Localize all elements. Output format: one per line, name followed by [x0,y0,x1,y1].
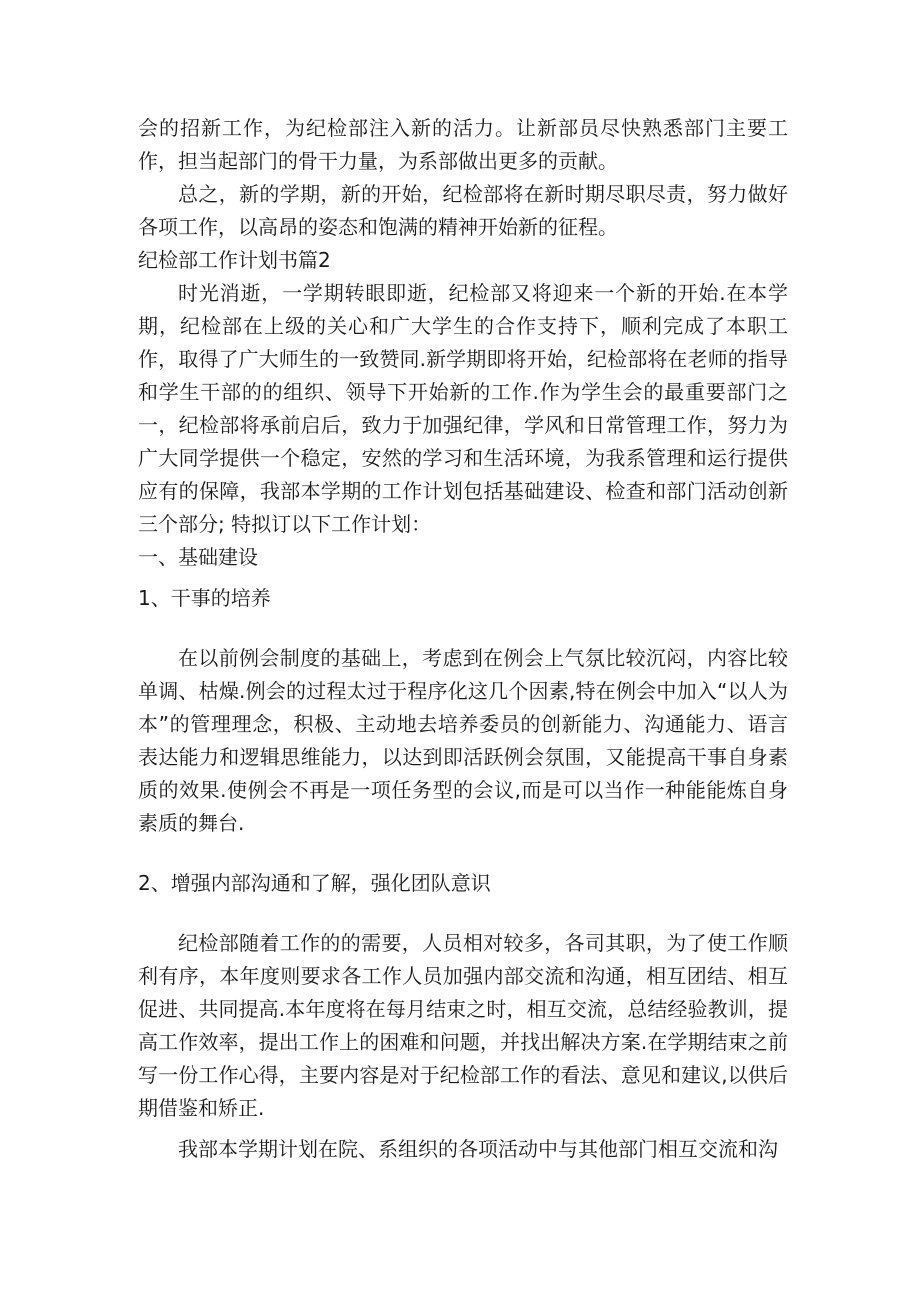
section-title: 纪检部工作计划书篇2 [138,248,331,272]
paragraph-internal-communication: 纪检部随着工作的的需要，人员相对较多，各司其职，为了使工作顺利有序，本年度则要求各工作人员加强内部交流和沟通，相互团结、相互促进、共同提高.本年度将在每月结束之时，相互交流，总结经验教训，提高工作效率，提出工作上的困难和问题，并找出解决方案.在学期结束之前写一份工作心得，主要内容是对于纪检部工作的看法、意见和建议,以供后期借鉴和矫正. [138,931,788,1120]
heading-staff-training: 1、干事的培养 [138,586,271,610]
paragraph-activities: 我部本学期计划在院、系组织的各项活动中与其他部门相互交流和沟 [178,1137,778,1161]
paragraph-continuation: 会的招新工作，为纪检部注入新的活力。让新部员尽快熟悉部门主要工作，担当起部门的骨干力量，为系部做出更多的贡献。 [138,116,788,173]
heading-basic-construction: 一、基础建设 [138,545,258,569]
paragraph-summary: 总之，新的学期，新的开始，纪检部将在新时期尽职尽责，努力做好各项工作，以高昂的姿态和饱满的精神开始新的征程。 [138,182,788,239]
paragraph-staff-training: 在以前例会制度的基础上，考虑到在例会上气氛比较沉闷，内容比较单调、枯燥.例会的过程太过于程序化这几个因素,特在例会中加入“以人为本”的管理理念，积极、主动地去培养委员的创新能力、沟通能力、语言表达能力和逻辑思维能力，以达到即活跃例会氛围，又能提高干事自身素质的效果.使例会不再是一项任务型的会议,而是可以当作一种能能炼自身素质的舞台. [138,646,788,835]
document-body [138,112,788,1166]
heading-internal-communication: 2、增强内部沟通和了解，强化团队意识 [138,871,491,895]
paragraph-intro: 时光消逝，一学期转眼即逝，纪检部又将迎来一个新的开始.在本学期，纪检部在上级的关心和广大学生的合作支持下，顺利完成了本职工作，取得了广大师生的一致赞同.新学期即将开始，纪检部将在老师的指导和学生干部的的组织、领导下开始新的工作.作为学生会的最重要部门之一，纪检部将承前启后，致力于加强纪律，学风和日常管理工作，努力为广大同学提供一个稳定，安然的学习和生活环境，为我系管理和运行提供应有的保障，我部本学期的工作计划包括基础建设、检查和部门活动创新三个部分; 特拟订以下工作计划： [138,281,788,536]
